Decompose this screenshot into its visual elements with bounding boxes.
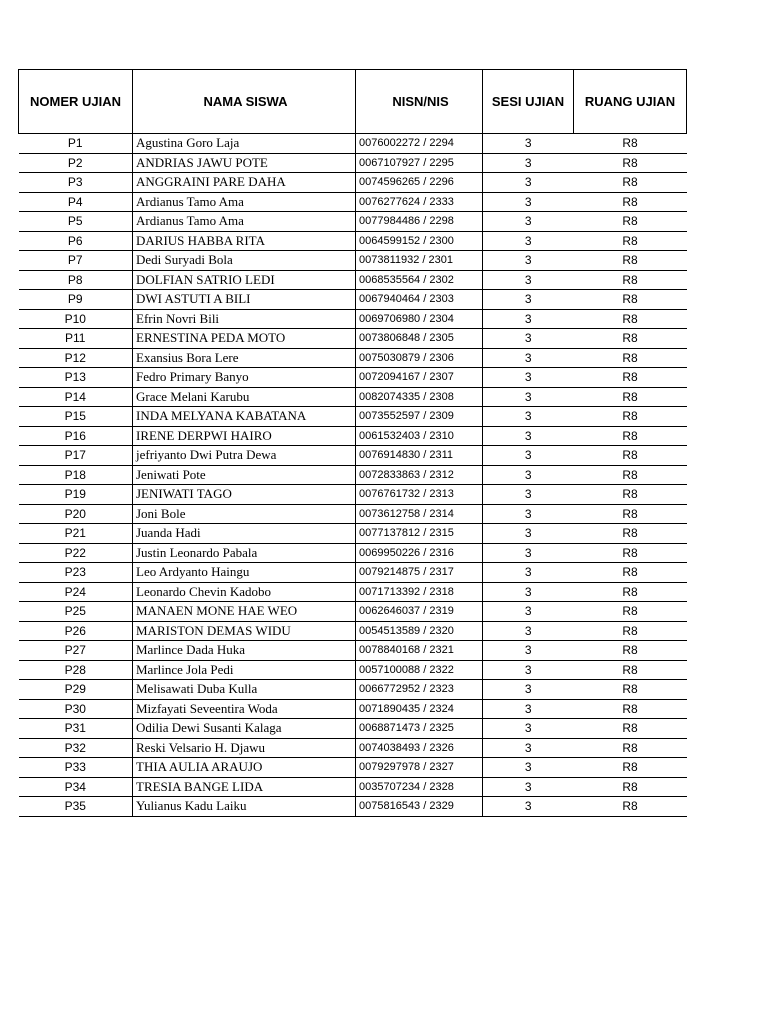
cell-nomer-ujian: P24 (19, 582, 133, 602)
cell-ruang-ujian: R8 (574, 329, 687, 349)
table-row (19, 797, 687, 817)
table-row (19, 368, 687, 388)
cell-nomer-ujian: P15 (19, 407, 133, 427)
cell-nama-siswa: Justin Leonardo Pabala (133, 543, 356, 563)
table-row (19, 329, 687, 349)
header-ruang-ujian: RUANG UJIAN (574, 70, 687, 134)
table-row (19, 524, 687, 544)
cell-ruang-ujian: R8 (574, 738, 687, 758)
cell-nama-siswa: Exansius Bora Lere (133, 348, 356, 368)
table-row (19, 719, 687, 739)
cell-nisn-nis: 0073552597 / 2309 (356, 407, 483, 427)
cell-sesi-ujian: 3 (483, 192, 574, 212)
cell-nomer-ujian: P14 (19, 387, 133, 407)
table-row (19, 407, 687, 427)
cell-nisn-nis: 0061532403 / 2310 (356, 426, 483, 446)
cell-ruang-ujian: R8 (574, 602, 687, 622)
cell-ruang-ujian: R8 (574, 758, 687, 778)
table-row (19, 582, 687, 602)
table-row (19, 602, 687, 622)
cell-nisn-nis: 0073612758 / 2314 (356, 504, 483, 524)
cell-nama-siswa: jefriyanto Dwi Putra Dewa (133, 446, 356, 466)
cell-nama-siswa: Fedro Primary Banyo (133, 368, 356, 388)
cell-sesi-ujian: 3 (483, 153, 574, 173)
table-row (19, 699, 687, 719)
cell-nisn-nis: 0076761732 / 2313 (356, 485, 483, 505)
cell-nomer-ujian: P8 (19, 270, 133, 290)
cell-nama-siswa: Agustina Goro Laja (133, 134, 356, 154)
table-row (19, 777, 687, 797)
cell-sesi-ujian: 3 (483, 777, 574, 797)
cell-nisn-nis: 0074038493 / 2326 (356, 738, 483, 758)
table-row (19, 660, 687, 680)
cell-nomer-ujian: P27 (19, 641, 133, 661)
cell-nomer-ujian: P5 (19, 212, 133, 232)
table-row (19, 485, 687, 505)
cell-nomer-ujian: P9 (19, 290, 133, 310)
table-row (19, 641, 687, 661)
cell-nisn-nis: 0079214875 / 2317 (356, 563, 483, 583)
cell-sesi-ujian: 3 (483, 504, 574, 524)
cell-ruang-ujian: R8 (574, 485, 687, 505)
cell-ruang-ujian: R8 (574, 641, 687, 661)
cell-ruang-ujian: R8 (574, 699, 687, 719)
cell-nama-siswa: DWI ASTUTI A BILI (133, 290, 356, 310)
cell-nama-siswa: JENIWATI TAGO (133, 485, 356, 505)
cell-ruang-ujian: R8 (574, 446, 687, 466)
cell-nama-siswa: ERNESTINA PEDA MOTO (133, 329, 356, 349)
cell-ruang-ujian: R8 (574, 504, 687, 524)
cell-ruang-ujian: R8 (574, 563, 687, 583)
cell-sesi-ujian: 3 (483, 387, 574, 407)
cell-nomer-ujian: P33 (19, 758, 133, 778)
cell-nisn-nis: 0071713392 / 2318 (356, 582, 483, 602)
cell-sesi-ujian: 3 (483, 368, 574, 388)
cell-nisn-nis: 0078840168 / 2321 (356, 641, 483, 661)
cell-nisn-nis: 0067107927 / 2295 (356, 153, 483, 173)
cell-nisn-nis: 0072094167 / 2307 (356, 368, 483, 388)
cell-nisn-nis: 0075816543 / 2329 (356, 797, 483, 817)
table-row (19, 192, 687, 212)
header-nisn-nis: NISN/NIS (356, 70, 483, 134)
cell-ruang-ujian: R8 (574, 368, 687, 388)
cell-nama-siswa: Joni Bole (133, 504, 356, 524)
cell-sesi-ujian: 3 (483, 134, 574, 154)
cell-nisn-nis: 0073811932 / 2301 (356, 251, 483, 271)
table-body (19, 134, 687, 817)
table-row (19, 212, 687, 232)
table-row (19, 173, 687, 193)
cell-nomer-ujian: P35 (19, 797, 133, 817)
cell-sesi-ujian: 3 (483, 602, 574, 622)
cell-nama-siswa: Marlince Jola Pedi (133, 660, 356, 680)
cell-nama-siswa: Leo Ardyanto Haingu (133, 563, 356, 583)
cell-sesi-ujian: 3 (483, 426, 574, 446)
table-header-row (19, 70, 687, 134)
cell-ruang-ujian: R8 (574, 309, 687, 329)
cell-ruang-ujian: R8 (574, 407, 687, 427)
table-row (19, 387, 687, 407)
cell-nisn-nis: 0062646037 / 2319 (356, 602, 483, 622)
cell-nama-siswa: MARISTON DEMAS WIDU (133, 621, 356, 641)
cell-nomer-ujian: P29 (19, 680, 133, 700)
cell-nama-siswa: Ardianus Tamo Ama (133, 192, 356, 212)
cell-sesi-ujian: 3 (483, 680, 574, 700)
cell-nisn-nis: 0077984486 / 2298 (356, 212, 483, 232)
cell-nisn-nis: 0071890435 / 2324 (356, 699, 483, 719)
cell-sesi-ujian: 3 (483, 524, 574, 544)
table-row (19, 758, 687, 778)
cell-nomer-ujian: P26 (19, 621, 133, 641)
cell-nisn-nis: 0068535564 / 2302 (356, 270, 483, 290)
cell-nisn-nis: 0076002272 / 2294 (356, 134, 483, 154)
cell-nomer-ujian: P2 (19, 153, 133, 173)
table-row (19, 680, 687, 700)
cell-sesi-ujian: 3 (483, 797, 574, 817)
cell-nisn-nis: 0079297978 / 2327 (356, 758, 483, 778)
cell-nomer-ujian: P23 (19, 563, 133, 583)
cell-nisn-nis: 0076914830 / 2311 (356, 446, 483, 466)
cell-sesi-ujian: 3 (483, 660, 574, 680)
table-row (19, 270, 687, 290)
table-row (19, 504, 687, 524)
cell-sesi-ujian: 3 (483, 738, 574, 758)
cell-nama-siswa: Mizfayati Seveentira Woda (133, 699, 356, 719)
cell-nama-siswa: Marlince Dada Huka (133, 641, 356, 661)
cell-ruang-ujian: R8 (574, 173, 687, 193)
table-row (19, 290, 687, 310)
cell-nomer-ujian: P21 (19, 524, 133, 544)
cell-nisn-nis: 0057100088 / 2322 (356, 660, 483, 680)
cell-nama-siswa: MANAEN MONE HAE WEO (133, 602, 356, 622)
cell-nomer-ujian: P13 (19, 368, 133, 388)
cell-nama-siswa: Odilia Dewi Susanti Kalaga (133, 719, 356, 739)
cell-sesi-ujian: 3 (483, 641, 574, 661)
cell-sesi-ujian: 3 (483, 407, 574, 427)
cell-nisn-nis: 0072833863 / 2312 (356, 465, 483, 485)
table-row (19, 446, 687, 466)
cell-nomer-ujian: P30 (19, 699, 133, 719)
table-row (19, 543, 687, 563)
cell-nama-siswa: Yulianus Kadu Laiku (133, 797, 356, 817)
cell-nomer-ujian: P10 (19, 309, 133, 329)
cell-nomer-ujian: P20 (19, 504, 133, 524)
cell-nisn-nis: 0066772952 / 2323 (356, 680, 483, 700)
cell-sesi-ujian: 3 (483, 348, 574, 368)
cell-ruang-ujian: R8 (574, 270, 687, 290)
cell-ruang-ujian: R8 (574, 582, 687, 602)
exam-participant-table (18, 69, 687, 817)
cell-nama-siswa: Ardianus Tamo Ama (133, 212, 356, 232)
table-row (19, 134, 687, 154)
cell-nomer-ujian: P1 (19, 134, 133, 154)
cell-ruang-ujian: R8 (574, 524, 687, 544)
cell-nisn-nis: 0073806848 / 2305 (356, 329, 483, 349)
cell-nomer-ujian: P25 (19, 602, 133, 622)
header-nama-siswa: NAMA SISWA (133, 70, 356, 134)
cell-nama-siswa: ANGGRAINI PARE DAHA (133, 173, 356, 193)
cell-nama-siswa: INDA MELYANA KABATANA (133, 407, 356, 427)
cell-ruang-ujian: R8 (574, 621, 687, 641)
cell-nomer-ujian: P7 (19, 251, 133, 271)
cell-nomer-ujian: P11 (19, 329, 133, 349)
cell-ruang-ujian: R8 (574, 660, 687, 680)
table-row (19, 465, 687, 485)
cell-sesi-ujian: 3 (483, 212, 574, 232)
cell-ruang-ujian: R8 (574, 348, 687, 368)
cell-nisn-nis: 0069950226 / 2316 (356, 543, 483, 563)
table-row (19, 231, 687, 251)
cell-ruang-ujian: R8 (574, 290, 687, 310)
cell-nomer-ujian: P32 (19, 738, 133, 758)
cell-ruang-ujian: R8 (574, 465, 687, 485)
table-row (19, 621, 687, 641)
cell-nama-siswa: Melisawati Duba Kulla (133, 680, 356, 700)
cell-sesi-ujian: 3 (483, 621, 574, 641)
cell-nama-siswa: Jeniwati Pote (133, 465, 356, 485)
cell-nomer-ujian: P19 (19, 485, 133, 505)
cell-ruang-ujian: R8 (574, 192, 687, 212)
cell-ruang-ujian: R8 (574, 387, 687, 407)
cell-sesi-ujian: 3 (483, 173, 574, 193)
cell-nomer-ujian: P16 (19, 426, 133, 446)
cell-ruang-ujian: R8 (574, 797, 687, 817)
cell-nomer-ujian: P34 (19, 777, 133, 797)
cell-sesi-ujian: 3 (483, 270, 574, 290)
table-row (19, 738, 687, 758)
cell-nomer-ujian: P28 (19, 660, 133, 680)
cell-sesi-ujian: 3 (483, 543, 574, 563)
cell-nisn-nis: 0069706980 / 2304 (356, 309, 483, 329)
cell-nomer-ujian: P31 (19, 719, 133, 739)
cell-ruang-ujian: R8 (574, 777, 687, 797)
cell-sesi-ujian: 3 (483, 485, 574, 505)
cell-nama-siswa: Dedi Suryadi Bola (133, 251, 356, 271)
cell-nama-siswa: Reski Velsario H. Djawu (133, 738, 356, 758)
cell-nomer-ujian: P4 (19, 192, 133, 212)
cell-nama-siswa: Juanda Hadi (133, 524, 356, 544)
cell-ruang-ujian: R8 (574, 153, 687, 173)
cell-nama-siswa: Grace Melani Karubu (133, 387, 356, 407)
cell-sesi-ujian: 3 (483, 582, 574, 602)
cell-sesi-ujian: 3 (483, 251, 574, 271)
table-row (19, 563, 687, 583)
cell-sesi-ujian: 3 (483, 719, 574, 739)
cell-sesi-ujian: 3 (483, 309, 574, 329)
cell-nama-siswa: Leonardo Chevin Kadobo (133, 582, 356, 602)
cell-nisn-nis: 0076277624 / 2333 (356, 192, 483, 212)
cell-nama-siswa: IRENE DERPWI HAIRO (133, 426, 356, 446)
cell-nama-siswa: Efrin Novri Bili (133, 309, 356, 329)
cell-nomer-ujian: P17 (19, 446, 133, 466)
cell-nisn-nis: 0077137812 / 2315 (356, 524, 483, 544)
cell-nisn-nis: 0064599152 / 2300 (356, 231, 483, 251)
header-nomer-ujian: NOMER UJIAN (19, 70, 133, 134)
cell-nisn-nis: 0074596265 / 2296 (356, 173, 483, 193)
table-row (19, 309, 687, 329)
cell-nisn-nis: 0082074335 / 2308 (356, 387, 483, 407)
cell-ruang-ujian: R8 (574, 426, 687, 446)
cell-nomer-ujian: P3 (19, 173, 133, 193)
cell-nama-siswa: TRESIA BANGE LIDA (133, 777, 356, 797)
cell-ruang-ujian: R8 (574, 212, 687, 232)
cell-sesi-ujian: 3 (483, 563, 574, 583)
table-row (19, 426, 687, 446)
cell-sesi-ujian: 3 (483, 329, 574, 349)
table-row (19, 251, 687, 271)
cell-sesi-ujian: 3 (483, 231, 574, 251)
table-row (19, 153, 687, 173)
cell-nomer-ujian: P6 (19, 231, 133, 251)
cell-ruang-ujian: R8 (574, 251, 687, 271)
cell-nisn-nis: 0067940464 / 2303 (356, 290, 483, 310)
cell-sesi-ujian: 3 (483, 699, 574, 719)
header-sesi-ujian: SESI UJIAN (483, 70, 574, 134)
cell-nama-siswa: DOLFIAN SATRIO LEDI (133, 270, 356, 290)
cell-nisn-nis: 0068871473 / 2325 (356, 719, 483, 739)
cell-nama-siswa: ANDRIAS JAWU POTE (133, 153, 356, 173)
cell-ruang-ujian: R8 (574, 543, 687, 563)
cell-nama-siswa: DARIUS HABBA RITA (133, 231, 356, 251)
cell-ruang-ujian: R8 (574, 134, 687, 154)
cell-sesi-ujian: 3 (483, 465, 574, 485)
cell-nomer-ujian: P22 (19, 543, 133, 563)
cell-nomer-ujian: P12 (19, 348, 133, 368)
cell-ruang-ujian: R8 (574, 680, 687, 700)
cell-nomer-ujian: P18 (19, 465, 133, 485)
table-row (19, 348, 687, 368)
cell-sesi-ujian: 3 (483, 446, 574, 466)
cell-nisn-nis: 0054513589 / 2320 (356, 621, 483, 641)
cell-sesi-ujian: 3 (483, 758, 574, 778)
cell-nisn-nis: 0035707234 / 2328 (356, 777, 483, 797)
cell-nama-siswa: THIA AULIA ARAUJO (133, 758, 356, 778)
cell-nisn-nis: 0075030879 / 2306 (356, 348, 483, 368)
cell-sesi-ujian: 3 (483, 290, 574, 310)
cell-ruang-ujian: R8 (574, 719, 687, 739)
cell-ruang-ujian: R8 (574, 231, 687, 251)
